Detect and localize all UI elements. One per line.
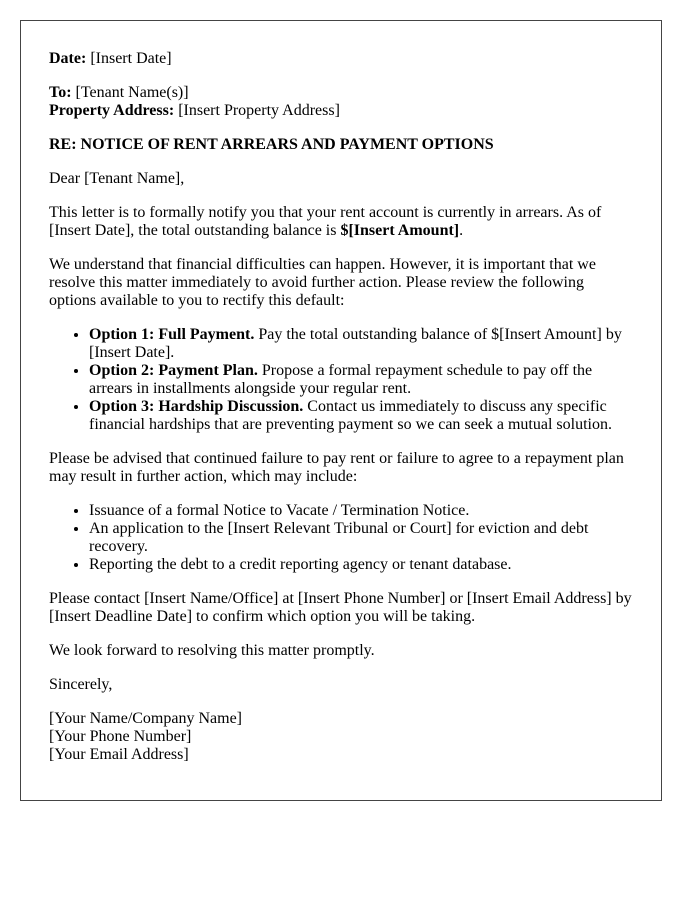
understand-paragraph: We understand that financial difficulties can happen. However, it is important that we resolve this matter immediately to avoid further action. Please review the following options available to you to rectify this default: — [49, 256, 596, 309]
option-title: Option 3: Hardship Discussion. — [89, 398, 304, 415]
signature-name: [Your Name/Company Name] — [49, 710, 243, 727]
intro-end: . — [459, 222, 464, 239]
intro-amount: $[Insert Amount] — [340, 222, 460, 239]
intro-text: This letter is to formally notify you that your rent account is currently in arrears. As of [Insert Date], the total outstanding balance is — [49, 204, 602, 239]
to-label: To: — [49, 84, 72, 101]
action-item: • Reporting the debt to a credit reporting agency or tenant database. — [89, 556, 634, 574]
property-label: Property Address: — [49, 102, 175, 119]
option-text: Contact us immediately to discuss any specific financial hardships that are preventing payment so we can seek a mutual solution. — [89, 398, 612, 433]
option-item — [89, 326, 634, 362]
actions-list — [49, 502, 634, 574]
option-item — [89, 362, 634, 398]
closing-line: We look forward to resolving this matter promptly. — [49, 642, 375, 659]
advised-paragraph: Please be advised that continued failure to pay rent or failure to agree to a repayment plan may result in further action, which may include: — [49, 450, 624, 485]
action-item: • Issuance of a formal Notice to Vacate / Termination Notice. — [89, 502, 634, 520]
action-item: • An application to the [Insert Relevant Tribunal or Court] for eviction and debt recovery. — [89, 520, 634, 556]
intro-paragraph — [49, 204, 634, 240]
letter — [20, 20, 662, 801]
date-line — [49, 50, 634, 68]
signature-phone: [Your Phone Number] — [49, 728, 192, 745]
option-text: Propose a formal repayment schedule to pay off the arrears in installments alongside your regular rent. — [89, 362, 593, 397]
option-text: Pay the total outstanding balance of $[Insert Amount] by [Insert Date]. — [89, 326, 622, 361]
options-list — [49, 326, 634, 434]
signoff: Sincerely, — [49, 676, 113, 693]
recipient-block — [49, 84, 634, 120]
date-value: [Insert Date] — [86, 50, 172, 67]
property-value: [Insert Property Address] — [174, 102, 340, 119]
subject-text: RE: NOTICE OF RENT ARREARS AND PAYMENT OPTIONS — [49, 136, 494, 153]
option-title: Option 1: Full Payment. — [89, 326, 255, 343]
date-label: Date: — [49, 50, 87, 67]
signature-block — [49, 710, 634, 764]
option-item — [89, 398, 634, 434]
salutation: Dear [Tenant Name], — [49, 170, 185, 187]
contact-paragraph: Please contact [Insert Name/Office] at [Insert Phone Number] or [Insert Email Address] by [Insert Deadline Date] to confirm which option you will be taking. — [49, 590, 632, 625]
option-title: Option 2: Payment Plan. — [89, 362, 258, 379]
subject-line — [49, 136, 634, 154]
to-value: [Tenant Name(s)] — [71, 84, 189, 101]
signature-email: [Your Email Address] — [49, 746, 189, 763]
